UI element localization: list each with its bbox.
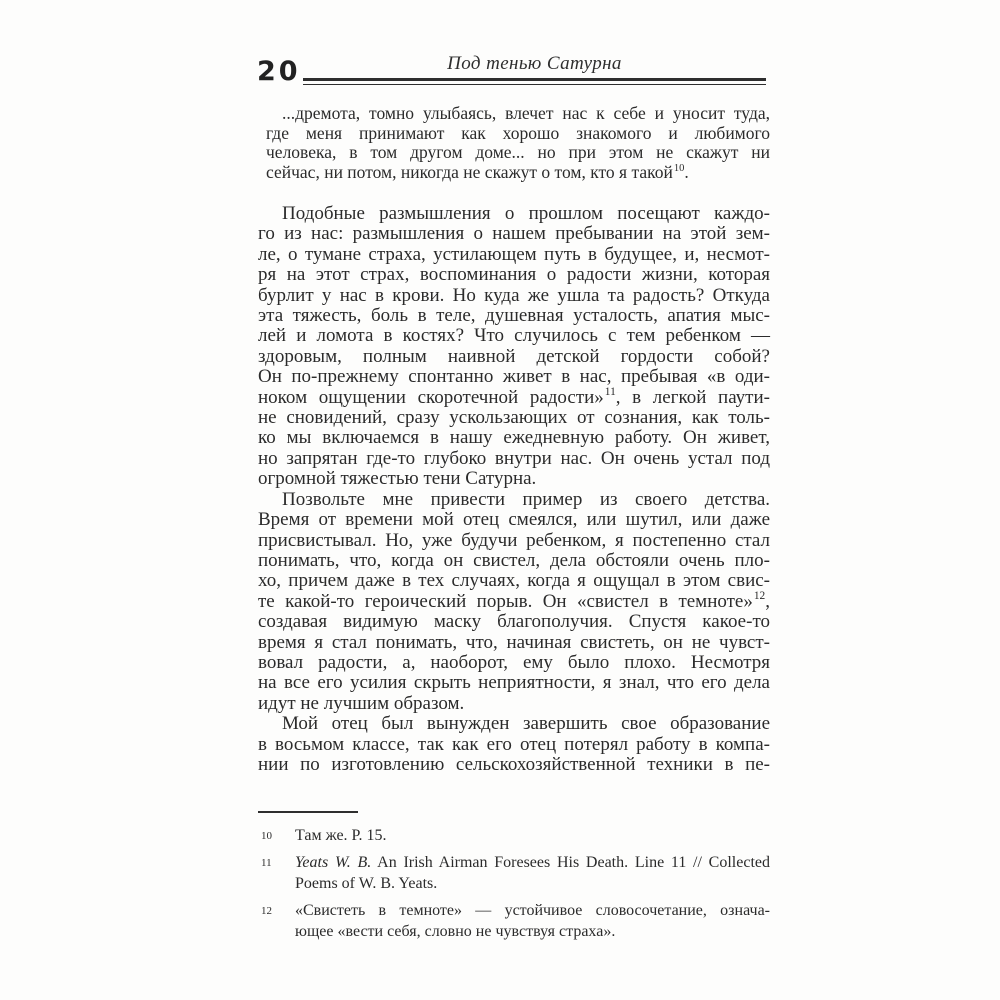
page-number: 20: [257, 56, 301, 87]
footnote-text: [295, 900, 770, 942]
text-line: нии по изготовлению сельскохозяйственной техники в пе-: [258, 753, 770, 775]
paragraph: [258, 714, 770, 775]
text-line: вовал радости, а, наоборот, ему было плохо. Несмотря: [258, 651, 770, 673]
footnote-marker: 11: [261, 857, 272, 870]
text-line: в восьмом классе, так как его отец потерял работу в компа-: [258, 733, 770, 755]
footnote-marker: 12: [261, 905, 272, 918]
text-line: понимать, что, когда он свистел, дела обстояли очень пло-: [258, 549, 770, 571]
text-line: Время от времени мой отец смеялся, или шутил, или даже: [258, 509, 770, 531]
text-line: время я стал понимать, что, начиная свистеть, он не чувст-: [258, 631, 770, 653]
text-line: на все его усилия скрыть неприятности, я знал, что его дела: [258, 672, 770, 694]
footnote-separator: [258, 811, 358, 813]
footnote-segment: An Irish Airman Foresees His Death. Line 11 // Collected: [371, 854, 770, 872]
header-rule: [303, 78, 766, 85]
text-line: Мой отец был вынужден завершить свое образование: [282, 713, 770, 735]
text-line: [295, 900, 770, 921]
text-line: [295, 825, 770, 846]
text-line: ...дремота, томно улыбаясь, влечет нас к себе и уносит туда,: [282, 103, 770, 123]
text-line: не сновидений, сразу ускользающих от сознания, как толь-: [258, 407, 770, 429]
paragraph: [258, 490, 770, 714]
text-line: создавая видимую маску благополучия. Спустя какое-то: [258, 611, 770, 633]
footnote-segment: Там же. Р. 15.: [295, 827, 387, 845]
running-title: Под тенью Сатурна: [447, 53, 622, 74]
footnote-author-italic: Yeats W. B.: [295, 854, 372, 872]
footnote: [258, 825, 770, 846]
footnote-segment: «Свистеть в темноте» — устойчивое словосочетание, означа-: [295, 902, 770, 920]
epigraph-quote: [266, 104, 770, 182]
footnote-ref: 10: [673, 162, 685, 174]
text-line: [295, 873, 770, 894]
footnote-ref: 12: [753, 590, 766, 603]
text-line: эта тяжесть, боль в теле, душевная усталость, апатия мыс-: [258, 305, 770, 327]
text-line: Подобные размышления о прошлом посещают каждо-: [282, 203, 770, 224]
text-line: Он по-прежнему спонтанно живет в нас, пребывая «в оди-: [258, 366, 770, 388]
text-line: сейчас, ни потом, никогда не скажут о том, кто я такой$^{10}$.: [266, 161, 689, 182]
page-header: [303, 53, 766, 85]
paragraph: [258, 204, 770, 490]
text-line: человека, в том другом доме... но при этом не скажут ни: [266, 142, 770, 162]
text-line: но запрятан где-то глубоко внутри нас. Он очень устал под: [258, 447, 770, 469]
text-line: Позвольте мне привести пример из своего детства.: [282, 488, 770, 510]
text-line: идут не лучшим образом.: [258, 692, 465, 714]
footnote-segment: ющее «вести себя, словно не чувствуя страха».: [295, 923, 616, 941]
text-line: [295, 852, 770, 873]
footnote: [258, 852, 770, 894]
footnotes: [258, 825, 770, 942]
text-line: присвистывал. Но, уже будучи ребенком, я постепенно стал: [258, 529, 770, 551]
text-line: бурлит у нас в крови. Но куда же ушла та радость? Откуда: [258, 284, 770, 306]
footnote: [258, 900, 770, 942]
text-line: ноком ощущении скоротечной радости»$^{11}$, в легкой паути-: [258, 386, 770, 408]
text-line: хо, причем даже в тех случаях, когда я ощущал в этом свис-: [258, 570, 770, 592]
text-line: ко мы включаемся в нашу ежедневную работу. Он живет,: [258, 427, 770, 449]
text-line: где меня принимают как хорошо знакомого и любимого: [266, 122, 770, 143]
footnote-segment: Poems of W. B. Yeats.: [295, 875, 438, 893]
text-line: огромной тяжестью тени Сатурна.: [258, 468, 537, 490]
text-line: лей и ломота в костях? Что случилось с тем ребенком —: [258, 325, 770, 347]
footnote-marker: 10: [261, 830, 272, 843]
footnote-ref: 11: [604, 386, 616, 399]
body-paragraphs: [258, 204, 770, 775]
text-line: те какой-то героический порыв. Он «свистел в темноте»$^{12}$,: [258, 590, 770, 612]
text-line: [295, 921, 770, 942]
footnote-text: [295, 852, 770, 894]
text-line: ря на этот страх, воспоминания о радости жизни, которая: [258, 264, 770, 286]
text-column: [258, 104, 770, 948]
text-line: здоровым, полным наивной детской гордости собой?: [258, 345, 770, 367]
footnote-text: [295, 825, 770, 846]
text-line: ле, о тумане страха, устилающем путь в будущее, и, несмот-: [258, 243, 770, 265]
text-line: го из нас: размышления о нашем пребывании на этой зем-: [258, 223, 770, 245]
